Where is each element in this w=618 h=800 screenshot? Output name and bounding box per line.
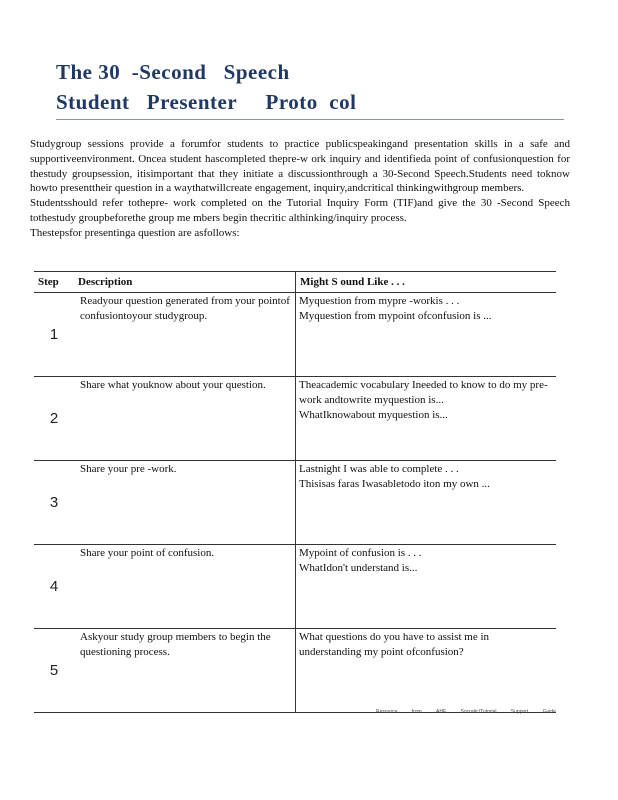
table-row bbox=[34, 293, 556, 377]
example-line: Mypoint of confusion is . . . bbox=[299, 547, 422, 559]
table-row bbox=[34, 629, 556, 713]
footer-word: Socratic/Tutorial bbox=[460, 709, 497, 715]
step-number: 3 bbox=[34, 461, 74, 545]
title-line-2: Student Presenter Proto col bbox=[56, 90, 357, 114]
table-row bbox=[34, 461, 556, 545]
step-description: Askyour study group members to begin the questioning process. bbox=[74, 629, 296, 713]
footer-word: Resource bbox=[376, 709, 398, 715]
intro-text bbox=[30, 137, 570, 241]
step-number: 2 bbox=[34, 377, 74, 461]
step-example bbox=[296, 545, 557, 629]
step-example bbox=[296, 293, 557, 377]
intro-paragraph: Studygroup sessions provide a forumfor students to practice publicspeakingand presentation skills in a safe and supportiveenvironment. Oncea student hascompleted thepre-w ork inquiry and identifieda point of confusionquestion for thestudy groupsession, itisimportant that they initiate a discussionthrough a 30-Second Speech.Students need toknow howto presenttheir question in a waythatwillcreate engagement, inquiry,andcritical thinkingwithgroup members. bbox=[30, 138, 570, 195]
footer-word: Support bbox=[510, 709, 529, 715]
header-might-sound-like: Might S ound Like . . . bbox=[296, 272, 557, 293]
title-divider bbox=[56, 119, 564, 120]
table-header-row bbox=[34, 272, 556, 293]
steps-table bbox=[34, 271, 556, 713]
step-number: 4 bbox=[34, 545, 74, 629]
footer-word: Guide bbox=[542, 709, 556, 715]
footer-word: AHE bbox=[436, 709, 447, 715]
step-number: 1 bbox=[34, 293, 74, 377]
step-example bbox=[296, 461, 557, 545]
table-row bbox=[34, 545, 556, 629]
example-line: Thisisas faras Iwasabletodo iton my own ... bbox=[299, 477, 490, 490]
step-example bbox=[296, 629, 557, 713]
footer-credit bbox=[376, 709, 556, 715]
intro-paragraph: Studentsshould refer tothepre- work completed on the Tutorial Inquiry Form (TIF)and give the 30 -Second Speech tothestudy groupbeforethe group me mbers begin thecritic althinking/inquiry process. bbox=[30, 197, 570, 224]
step-description: Readyour question generated from your pointof confusiontoyour studygroup. bbox=[74, 293, 296, 377]
header-description: Description bbox=[74, 272, 296, 293]
example-line: Theacademic vocabulary Ineeded to know to do my pre-work andtowrite myquestion is... bbox=[299, 379, 548, 406]
document-title bbox=[56, 57, 356, 117]
step-number: 5 bbox=[34, 629, 74, 713]
step-description: Share what youknow about your question. bbox=[74, 377, 296, 461]
example-line: Myquestion from mypre -workis . . . bbox=[299, 295, 460, 307]
example-line: What questions do you have to assist me in understanding my point ofconfusion? bbox=[299, 631, 490, 658]
footer-word: from bbox=[411, 709, 422, 715]
title-line-1: The 30 -Second Speech bbox=[56, 60, 290, 84]
header-step: Step bbox=[34, 272, 74, 293]
step-example bbox=[296, 377, 557, 461]
step-description: Share your point of confusion. bbox=[74, 545, 296, 629]
example-line: WhatIknowabout myquestion is... bbox=[299, 408, 448, 421]
example-line: Myquestion from mypoint ofconfusion is ... bbox=[299, 309, 492, 322]
example-line: WhatIdon't understand is... bbox=[299, 561, 418, 574]
intro-paragraph: Thestepsfor presentinga question are asfollows: bbox=[30, 226, 240, 239]
example-line: Lastnight I was able to complete . . . bbox=[299, 463, 459, 475]
table-row bbox=[34, 377, 556, 461]
step-description: Share your pre -work. bbox=[74, 461, 296, 545]
